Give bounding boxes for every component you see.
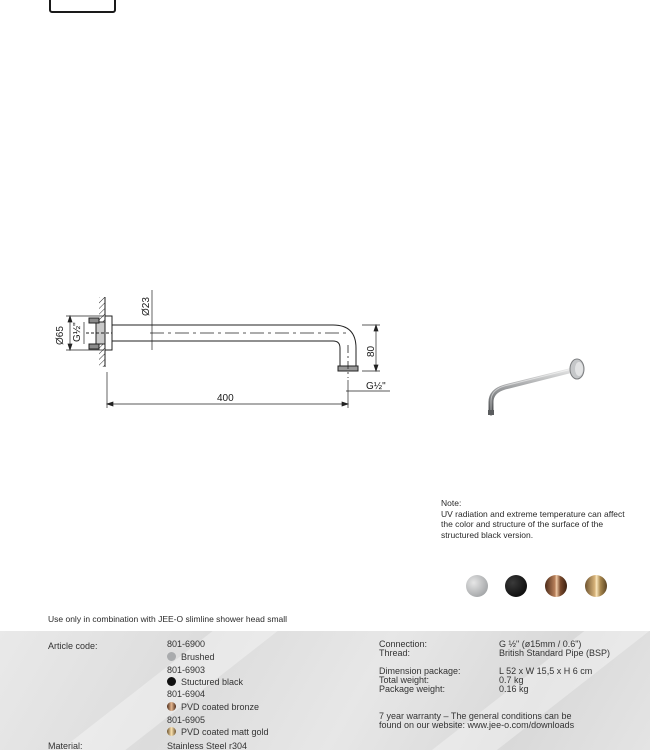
note-title: Note: [441,498,462,508]
spec-panel [0,631,650,750]
dimension-value: L 52 x W 15,5 x H 6 cm [499,666,593,676]
finish-label: PVD coated bronze [181,702,260,712]
finish-label: PVD coated matt gold [181,727,269,737]
material-label: Material: [48,741,83,750]
article-code: 801-6905 [167,715,206,725]
total-weight-value: 0.7 kg [499,675,524,685]
dim-wall-thread: G½" [72,322,83,342]
article-finish [167,702,259,712]
dimension-label: Dimension package: [379,666,461,676]
note-body: UV radiation and extreme temperature can affect the color and structure of the surface of the structured black version. [441,508,625,540]
total-weight-label: Total weight: [379,675,430,685]
swatch-brushed [466,575,488,597]
package-weight-label: Package weight: [379,684,446,694]
wall-flange [86,316,112,350]
dim-outlet-thread: G½" [366,381,386,392]
dim-drop-height: 80 [366,345,377,357]
article-code: 801-6900 [167,639,206,649]
warranty-line-2: found on our website: www.jee-o.com/downloads [379,720,575,730]
gold-dot-icon [167,727,176,736]
article-code-label: Article code: [48,641,98,651]
article-finish [167,727,269,737]
product-render [488,359,584,415]
swatch-pvd-bronze [545,575,567,597]
package-weight-value: 0.16 kg [499,684,529,694]
article-code: 801-6903 [167,665,206,675]
brushed-dot-icon [167,652,176,661]
dim-tube-diameter: Ø23 [141,297,152,316]
material-value: Stainless Steel r304 [167,741,248,750]
dim-arm-length: 400 [217,393,234,404]
warranty-line-1: 7 year warranty – The general conditions can be [379,711,572,721]
dim-flange-diameter: Ø65 [55,326,66,345]
dimension-lines [66,290,390,408]
article-finish [167,677,243,687]
finish-label: Stuctured black [181,677,244,687]
black-dot-icon [167,677,176,686]
bronze-dot-icon [167,702,176,711]
shower-arm-outline [112,325,358,378]
article-code: 801-6904 [167,689,206,699]
note-box [441,498,631,540]
swatch-structured-black [505,575,527,597]
thread-value: British Standard Pipe (BSP) [499,648,611,658]
thread-label: Thread: [379,648,411,658]
swatch-pvd-matt-gold [585,575,607,597]
article-finish [167,652,215,662]
connection-value: G ½" (ø15mm / 0.6") [499,639,582,649]
connection-label: Connection: [379,639,428,649]
finish-label: Brushed [181,652,215,662]
usage-note: Use only in combination with JEE-O slimline shower head small [48,614,288,624]
